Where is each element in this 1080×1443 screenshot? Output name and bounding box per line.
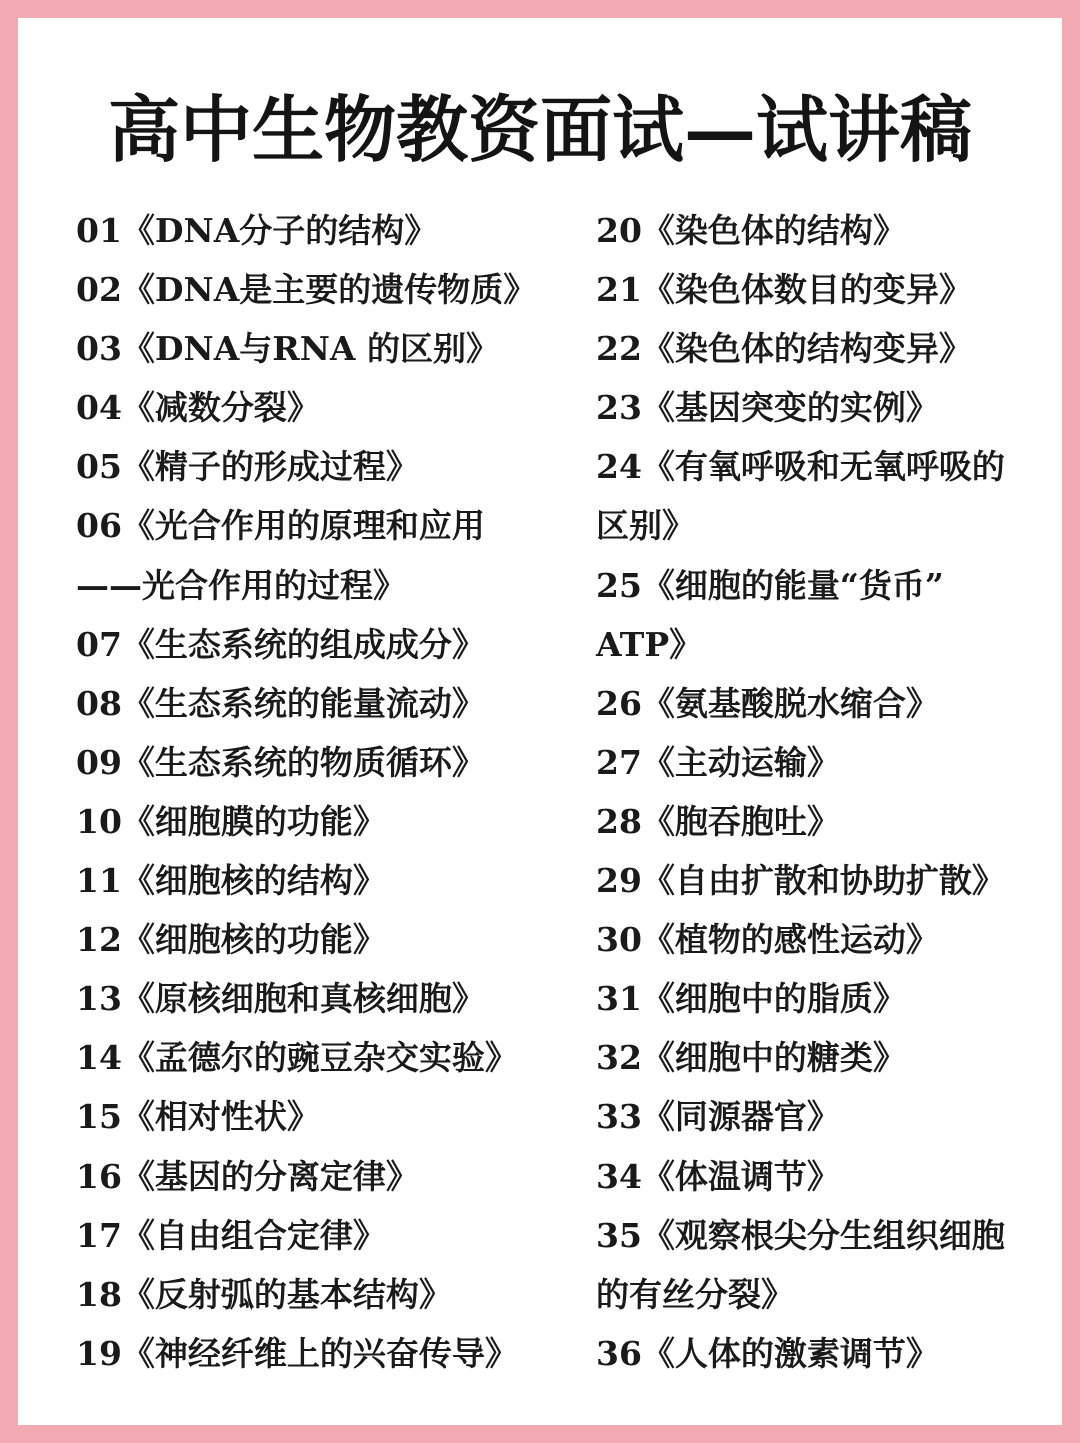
- list-item: 07《生态系统的组成成分》: [76, 624, 485, 664]
- list-item: 23《基因突变的实例》: [596, 388, 939, 428]
- list-item: 14《孟德尔的豌豆杂交实验》: [76, 1038, 518, 1078]
- list-item: 26《氨基酸脱水缩合》: [596, 683, 939, 723]
- list-item: 12《细胞核的功能》: [76, 920, 386, 960]
- list-item: 20《染色体的结构》: [596, 211, 906, 250]
- list-item-continuation: ATP》: [596, 624, 703, 664]
- list-item: 04《减数分裂》: [76, 388, 320, 428]
- list-item: 01《DNA分子的结构》: [76, 211, 438, 250]
- list-item: 09《生态系统的物质循环》: [76, 742, 485, 782]
- list-item-continuation: ——光合作用的过程》: [76, 565, 406, 605]
- list-item: 32《细胞中的糖类》: [596, 1038, 906, 1078]
- list-item: 22《染色体的结构变异》: [596, 329, 972, 369]
- list-item-continuation: 区别》: [596, 506, 695, 546]
- list-item: 28《胞吞胞吐》: [596, 801, 840, 841]
- list-item: 27《主动运输》: [596, 742, 840, 782]
- list-item: 25《细胞的能量“货币”: [596, 565, 944, 605]
- list-item: 19《神经纤维上的兴奋传导》: [76, 1333, 518, 1373]
- list-item: 36《人体的激素调节》: [596, 1333, 939, 1373]
- list-item: 24《有氧呼吸和无氧呼吸的: [596, 447, 1005, 487]
- list-item: 15《相对性状》: [76, 1097, 320, 1137]
- list-item-continuation: 的有丝分裂》: [596, 1274, 794, 1314]
- list-item: 31《细胞中的脂质》: [596, 979, 906, 1019]
- list-item: 17《自由组合定律》: [76, 1215, 386, 1255]
- list-item: 11《细胞核的结构》: [76, 861, 386, 901]
- list-item: 34《体温调节》: [596, 1156, 840, 1196]
- list-item: 03《DNA与RNA 的区别》: [76, 329, 499, 369]
- list-item: 30《植物的感性运动》: [596, 920, 939, 960]
- list-item: 08《生态系统的能量流动》: [76, 683, 485, 723]
- list-item: 18《反射弧的基本结构》: [76, 1274, 452, 1314]
- page-frame: [18, 18, 1062, 1425]
- list-item: 10《细胞膜的功能》: [76, 801, 386, 841]
- list-item: 21《染色体数目的变异》: [596, 270, 972, 310]
- list-item: 33《同源器官》: [596, 1097, 840, 1137]
- list-item: 05《精子的形成过程》: [76, 447, 419, 487]
- list-item: 29《自由扩散和协助扩散》: [596, 861, 1005, 901]
- list-item: 16《基因的分离定律》: [76, 1156, 419, 1196]
- list-item: 06《光合作用的原理和应用: [76, 506, 485, 546]
- right-lecture-list: [596, 201, 1048, 1383]
- list-item: 35《观察根尖分生组织细胞: [596, 1215, 1005, 1255]
- left-lecture-list: [76, 201, 546, 1383]
- list-item: 02《DNA是主要的遗传物质》: [76, 270, 537, 310]
- page-title: 高中生物教资面试—试讲稿: [107, 87, 972, 172]
- list-item: 13《原核细胞和真核细胞》: [76, 979, 485, 1019]
